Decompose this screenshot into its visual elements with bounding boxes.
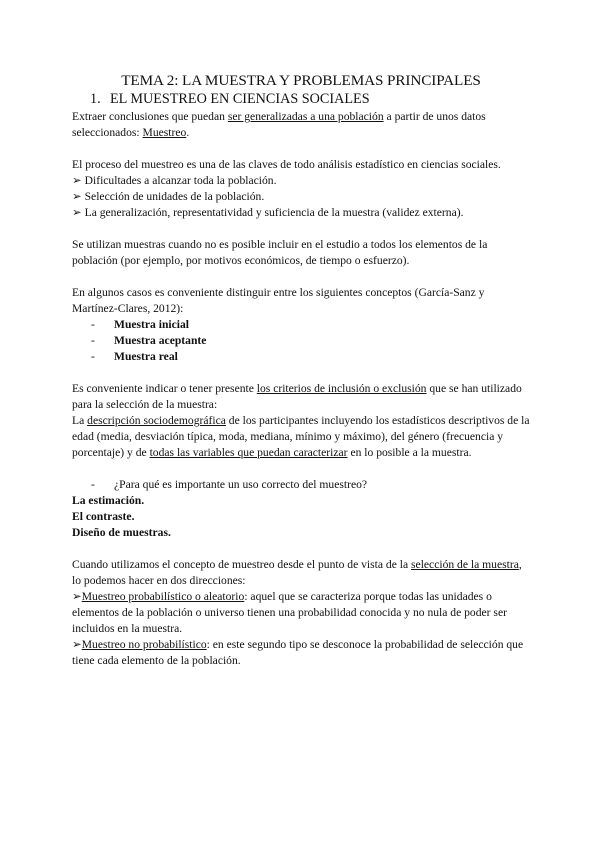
underlined-term: todas las variables que puedan caracterizar bbox=[149, 446, 348, 459]
question-item bbox=[91, 477, 530, 493]
underlined-term: Muestreo probabilístico o aleatorio bbox=[81, 590, 245, 603]
text-run: : en este segundo tipo se desconoce la probabilidad de selección que tiene cada elemento de la población. bbox=[72, 638, 524, 667]
list-item bbox=[91, 349, 530, 365]
section-heading bbox=[90, 91, 530, 107]
answer-line: Diseño de muestras. bbox=[72, 526, 171, 539]
direction-probabilistic bbox=[72, 589, 530, 637]
paragraph-concepts: En algunos casos es conveniente distinguir entre los siguientes conceptos (García-Sanz y Martínez-Clares, 2012): bbox=[72, 286, 485, 315]
arrow-item: ➢ La generalización, representatividad y suficiencia de la muestra (validez externa). bbox=[72, 206, 464, 219]
underlined-term: selección de la muestra bbox=[411, 558, 519, 571]
underlined-term: ser generalizadas a una población bbox=[227, 110, 384, 123]
text-run: La bbox=[72, 414, 88, 427]
list-item bbox=[91, 333, 530, 349]
direction-non-probabilistic bbox=[72, 637, 530, 669]
concept-label: Muestra aceptante bbox=[114, 334, 207, 347]
paragraph-description bbox=[72, 413, 530, 461]
text-run: Es conveniente indicar o tener presente bbox=[72, 382, 257, 395]
paragraph-directions bbox=[72, 557, 530, 589]
text-run: . bbox=[186, 126, 190, 139]
paragraph-process: El proceso del muestreo es una de las claves de todo análisis estadístico en ciencias sociales. bbox=[72, 158, 501, 171]
arrow-item: ➢ Selección de unidades de la población. bbox=[72, 190, 265, 203]
section-title: EL MUESTREO EN CIENCIAS SOCIALES bbox=[110, 91, 370, 107]
text-run: , lo podemos hacer en dos direcciones: bbox=[72, 558, 522, 587]
list-item bbox=[91, 317, 530, 333]
text-run: en lo posible a la muestra. bbox=[347, 446, 472, 459]
answer-line: El contraste. bbox=[72, 510, 135, 523]
dash-marker: - bbox=[91, 350, 95, 363]
text-run: que se han utilizado para la selección de la muestra: bbox=[72, 382, 522, 411]
text-run: de los participantes incluyendo los estadísticos descriptivos de la edad (media, desviación típica, moda, mediana, mínimo y máximo), del género (frecuencia y porcentaje) y de bbox=[72, 414, 530, 459]
arrow-item: ➢ Dificultades a alcanzar toda la población. bbox=[72, 174, 277, 187]
dash-marker: - bbox=[91, 334, 95, 347]
document-page bbox=[72, 72, 530, 669]
document-title: TEMA 2: LA MUESTRA Y PROBLEMAS PRINCIPALES bbox=[121, 72, 481, 89]
text-run: Extraer conclusiones que puedan bbox=[72, 110, 228, 123]
dash-marker: - bbox=[91, 478, 95, 491]
section-number: 1. bbox=[90, 91, 101, 107]
concept-label: Muestra real bbox=[114, 350, 178, 363]
text-run: a partir de unos datos seleccionados: bbox=[72, 110, 486, 139]
intro-paragraph bbox=[72, 109, 530, 141]
text-run: : aquel que se caracteriza porque todas las unidades o elementos de la población o universo tienen una probabilidad conocida y no nula de poder ser incluidos en la muestra. bbox=[72, 590, 507, 635]
underlined-term: Muestreo bbox=[142, 126, 187, 139]
underlined-term: Muestreo no probabilístico bbox=[81, 638, 207, 651]
text-run: Cuando utilizamos el concepto de muestreo desde el punto de vista de la bbox=[72, 558, 412, 571]
dash-marker: - bbox=[91, 318, 95, 331]
arrow-marker: ➢ bbox=[72, 590, 82, 603]
underlined-term: descripción sociodemográfica bbox=[87, 414, 226, 427]
answer-line: La estimación. bbox=[72, 494, 145, 507]
concept-label: Muestra inicial bbox=[114, 318, 190, 331]
question-text: ¿Para qué es importante un uso correcto del muestreo? bbox=[114, 478, 368, 491]
arrow-marker: ➢ bbox=[72, 638, 82, 651]
underlined-term: los criterios de inclusión o exclusión bbox=[256, 382, 427, 395]
paragraph-samples: Se utilizan muestras cuando no es posible incluir en el estudio a todos los elementos de la población (por ejemplo, por motivos económicos, de tiempo o esfuerzo). bbox=[72, 238, 488, 267]
paragraph-criteria bbox=[72, 381, 530, 413]
